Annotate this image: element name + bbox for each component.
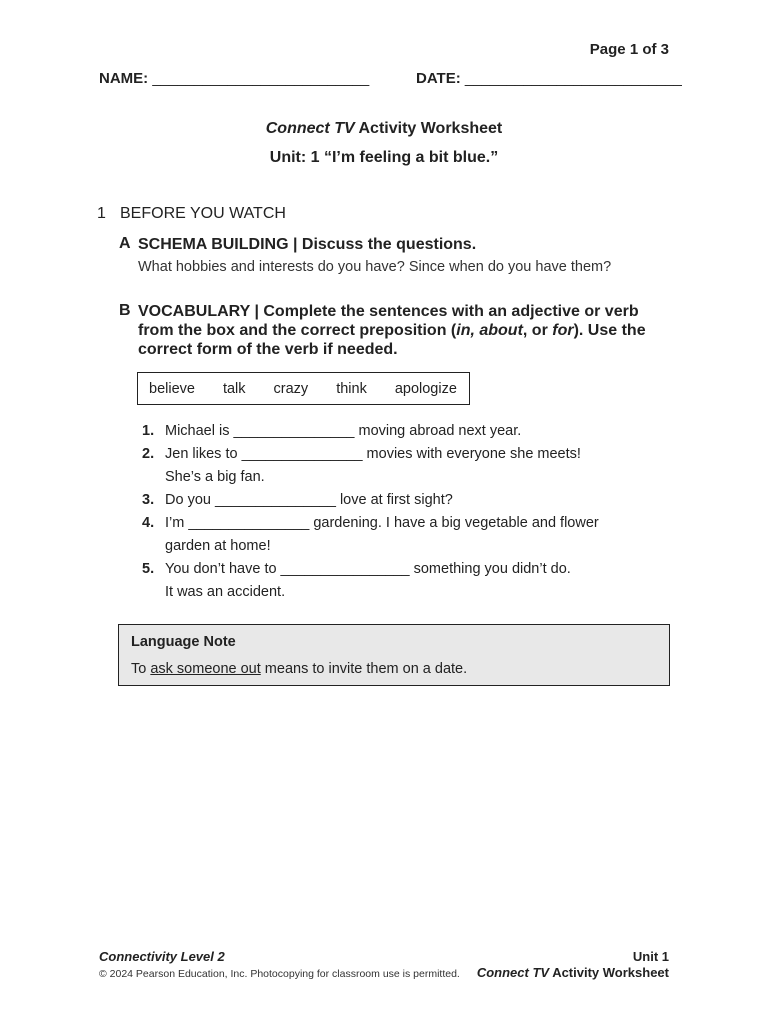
exercise-item-5[interactable]	[142, 558, 622, 604]
subsection-b-heading	[138, 302, 658, 359]
item-number: 1.	[142, 423, 155, 439]
item-number: 4.	[142, 515, 155, 531]
exercise-item-2[interactable]	[142, 443, 622, 489]
preposition-for: for	[552, 322, 574, 339]
item-number: 5.	[142, 561, 155, 577]
worksheet-title	[0, 120, 768, 138]
item-text-continued: She’s a big fan.	[165, 469, 265, 485]
item-text: I’m _______________ gardening. I have a big vegetable and flower	[165, 515, 599, 531]
footer-worksheet	[477, 965, 669, 980]
word-think: think	[336, 380, 367, 397]
unit-title: Unit: 1 “I’m feeling a bit blue.”	[269, 149, 499, 166]
footer-copyright: © 2024 Pearson Education, Inc. Photocopying for classroom use is permitted.	[99, 968, 460, 980]
language-note-title: Language Note	[131, 634, 236, 650]
date-label: DATE:	[416, 70, 461, 87]
item-text: Jen likes to _______________ movies with everyone she meets!	[165, 446, 581, 462]
item-text: You don’t have to ________________ something you didn’t do.	[165, 561, 571, 577]
footer-level: Connectivity Level 2	[99, 949, 225, 964]
preposition-in-about: in, about	[456, 322, 523, 339]
subsection-a-letter: A	[119, 235, 131, 252]
note-text-after: means to invite them on a date.	[260, 661, 468, 677]
heading-text: , or	[522, 322, 553, 339]
item-number: 3.	[142, 492, 155, 508]
word-box	[137, 372, 470, 405]
footer-worksheet-rest: Activity Worksheet	[549, 965, 669, 980]
word-apologize: apologize	[394, 380, 457, 397]
word-crazy: crazy	[273, 380, 309, 397]
subsection-a-heading: SCHEMA BUILDING | Discuss the questions.	[138, 236, 477, 253]
name-blank: __________________________	[152, 70, 370, 87]
date-blank: __________________________	[464, 70, 682, 87]
name-field[interactable]	[99, 70, 369, 87]
page-indicator: Page 1 of 3	[589, 41, 669, 58]
footer-worksheet-italic: Connect TV	[476, 965, 550, 980]
section-number: 1	[97, 205, 106, 222]
item-number: 2.	[142, 446, 155, 462]
date-field[interactable]	[416, 70, 682, 87]
heading-text: VOCABULARY | Complete the sentences with an adjective or verb from the box and the correct preposition (	[138, 303, 639, 339]
footer-unit: Unit 1	[632, 949, 669, 964]
item-text-continued: It was an accident.	[165, 584, 286, 600]
note-underlined-phrase: ask someone out	[150, 661, 261, 677]
title-rest: Activity Worksheet	[354, 120, 503, 137]
exercise-item-3[interactable]	[142, 489, 622, 512]
subsection-a-question: What hobbies and interests do you have? Since when do you have them?	[138, 259, 612, 275]
name-label: NAME:	[99, 70, 149, 87]
item-text: Do you _______________ love at first sight?	[165, 492, 453, 508]
item-text-continued: garden at home!	[165, 538, 271, 554]
heading-text: ). Use the correct form of the verb if needed.	[138, 322, 646, 358]
language-note-text	[131, 661, 467, 677]
subsection-b-letter: B	[119, 302, 131, 319]
language-note-box	[118, 624, 670, 686]
exercise-item-1[interactable]	[142, 420, 622, 443]
title-italic: Connect TV	[265, 120, 355, 137]
word-believe: believe	[149, 380, 195, 397]
section-title: BEFORE YOU WATCH	[120, 205, 286, 222]
note-text-before: To	[131, 661, 151, 677]
word-talk: talk	[222, 380, 246, 397]
exercise-item-4[interactable]	[142, 512, 622, 558]
item-text: Michael is _______________ moving abroad next year.	[165, 423, 522, 439]
